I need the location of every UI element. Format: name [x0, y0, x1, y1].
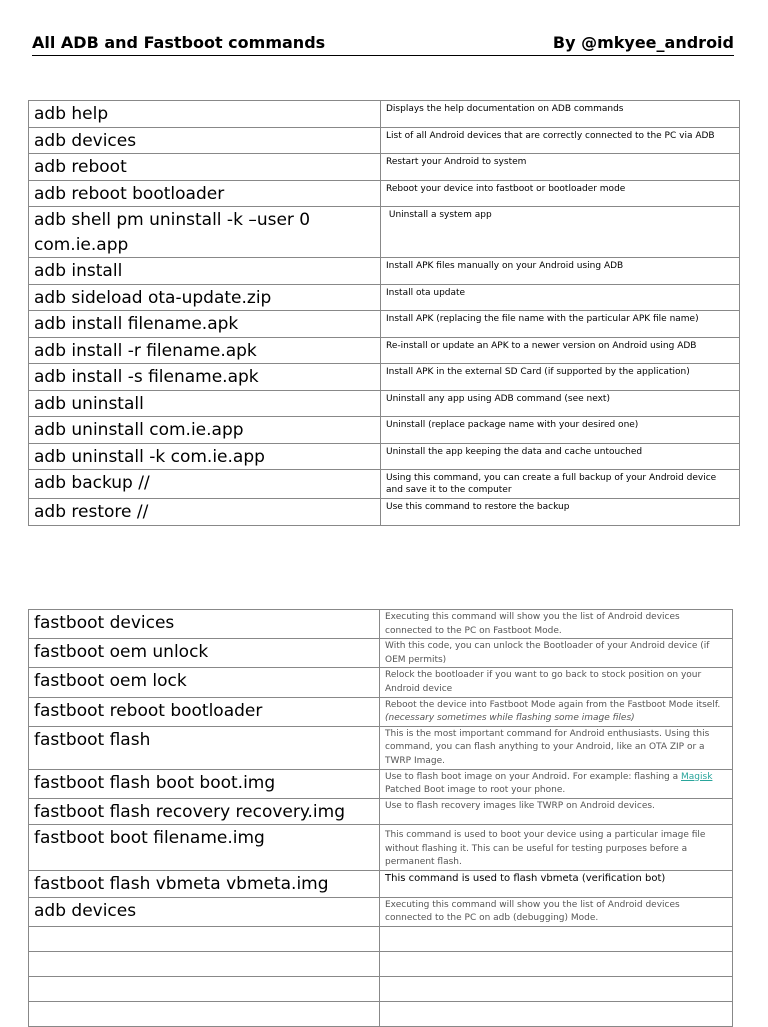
table-row: [29, 154, 740, 181]
table-row: [29, 311, 740, 338]
command-line: com.ie.app: [34, 234, 129, 255]
table-row: [29, 897, 733, 926]
table-row: [29, 180, 740, 207]
empty-cell: [29, 976, 380, 1001]
table-row: [29, 390, 740, 417]
command-cell: fastboot flash boot boot.img: [29, 769, 380, 798]
command-cell: adb reboot bootloader: [29, 180, 381, 207]
command-cell: adb uninstall com.ie.app: [29, 417, 381, 444]
command-cell: fastboot flash: [29, 726, 380, 769]
description-cell: [380, 769, 733, 798]
description-cell: This command is used to flash vbmeta (verification bot): [380, 871, 733, 898]
command-cell: adb uninstall -k com.ie.app: [29, 443, 381, 470]
command-cell: adb restore //: [29, 499, 381, 526]
magisk-link[interactable]: Magisk: [681, 771, 713, 782]
empty-cell: [380, 926, 733, 951]
description-cell: Executing this command will show you the list of Android devices connected to the PC on adb (debugging) Mode.: [380, 897, 733, 926]
command-cell: fastboot flash recovery recovery.img: [29, 798, 380, 825]
document-title: All ADB and Fastboot commands: [32, 33, 326, 52]
table-row: [29, 364, 740, 391]
description-cell: Using this command, you can create a full backup of your Android device and save it to the computer: [381, 470, 740, 499]
description-cell: List of all Android devices that are correctly connected to the PC via ADB: [381, 127, 740, 154]
empty-cell: [380, 976, 733, 1001]
table-row: [29, 825, 733, 871]
description-cell: Uninstall the app keeping the data and cache untouched: [381, 443, 740, 470]
table-row: [29, 726, 733, 769]
table-row: [29, 337, 740, 364]
command-cell: fastboot devices: [29, 610, 380, 639]
description-cell: Executing this command will show you the list of Android devices connected to the PC on Fastboot Mode.: [380, 610, 733, 639]
table-row: [29, 871, 733, 898]
table-row: [29, 207, 740, 258]
command-cell: adb reboot: [29, 154, 381, 181]
table-row: [29, 798, 733, 825]
command-cell: adb install: [29, 258, 381, 285]
table-row: [29, 1001, 733, 1026]
empty-cell: [380, 1001, 733, 1026]
description-cell: This command is used to boot your device using a particular image file without flashing it. This can be useful for testing purposes before a permanent flash.: [380, 825, 733, 871]
table-row: [29, 639, 733, 668]
empty-cell: [29, 1001, 380, 1026]
fastboot-commands-table: [28, 609, 733, 1027]
description-cell: Install APK in the external SD Card (if supported by the application): [381, 364, 740, 391]
description-cell: Uninstall (replace package name with your desired one): [381, 417, 740, 444]
table-row: [29, 951, 733, 976]
command-cell: fastboot reboot bootloader: [29, 697, 380, 726]
author-handle: By @mkyee_android: [552, 33, 734, 52]
empty-cell: [380, 951, 733, 976]
description-cell: Uninstall any app using ADB command (see next): [381, 390, 740, 417]
empty-cell: [29, 951, 380, 976]
table-row: [29, 668, 733, 697]
adb-commands-table: [28, 100, 740, 526]
table-row: [29, 127, 740, 154]
empty-cell: [29, 926, 380, 951]
table-row: [29, 499, 740, 526]
description-cell: Uninstall a system app: [381, 207, 740, 258]
description-cell: Relock the bootloader if you want to go back to stock position on your Android device: [380, 668, 733, 697]
table-row: [29, 258, 740, 285]
command-cell: fastboot flash vbmeta vbmeta.img: [29, 871, 380, 898]
table-row: [29, 101, 740, 128]
command-cell: fastboot oem lock: [29, 668, 380, 697]
description-cell: Re-install or update an APK to a newer version on Android using ADB: [381, 337, 740, 364]
table-row: [29, 470, 740, 499]
command-cell: adb install -s filename.apk: [29, 364, 381, 391]
table-row: [29, 926, 733, 951]
command-cell: adb devices: [29, 127, 381, 154]
description-note: (necessary sometimes while flashing some image files): [385, 713, 635, 724]
command-cell: adb install filename.apk: [29, 311, 381, 338]
command-cell: adb backup //: [29, 470, 381, 499]
description-text: Use to flash boot image on your Android. For example: flashing a: [385, 771, 679, 782]
description-cell: Install APK (replacing the file name with the particular APK file name): [381, 311, 740, 338]
description-cell: Use to flash recovery images like TWRP on Android devices.: [380, 798, 733, 825]
command-line: adb shell pm uninstall -k –user 0: [34, 210, 311, 230]
table-row: [29, 417, 740, 444]
description-cell: Reboot your device into fastboot or bootloader mode: [381, 180, 740, 207]
table-row: [29, 976, 733, 1001]
table-row: [29, 697, 733, 726]
table-row: [29, 610, 733, 639]
description-cell: Install APK files manually on your Android using ADB: [381, 258, 740, 285]
command-cell: [29, 207, 381, 258]
description-text: Reboot the device into Fastboot Mode again from the Fastboot Mode itself.: [385, 699, 721, 710]
command-cell: adb install -r filename.apk: [29, 337, 381, 364]
command-cell: adb uninstall: [29, 390, 381, 417]
description-text: Patched Boot image to root your phone.: [385, 785, 566, 796]
command-cell: adb sideload ota-update.zip: [29, 284, 381, 311]
command-cell: adb devices: [29, 897, 380, 926]
command-cell: fastboot boot filename.img: [29, 825, 380, 871]
description-cell: Displays the help documentation on ADB commands: [381, 101, 740, 128]
description-cell: [380, 697, 733, 726]
description-cell: With this code, you can unlock the Bootloader of your Android device (if OEM permits): [380, 639, 733, 668]
command-cell: fastboot oem unlock: [29, 639, 380, 668]
table-row: [29, 443, 740, 470]
description-cell: This is the most important command for Android enthusiasts. Using this command, you can flash anything to your Android, like an OTA ZIP or a TWRP Image.: [380, 726, 733, 769]
table-row: [29, 769, 733, 798]
description-cell: Use this command to restore the backup: [381, 499, 740, 526]
description-cell: Restart your Android to system: [381, 154, 740, 181]
table-row: [29, 284, 740, 311]
description-cell: Install ota update: [381, 284, 740, 311]
command-cell: adb help: [29, 101, 381, 128]
page-header: [32, 33, 734, 56]
